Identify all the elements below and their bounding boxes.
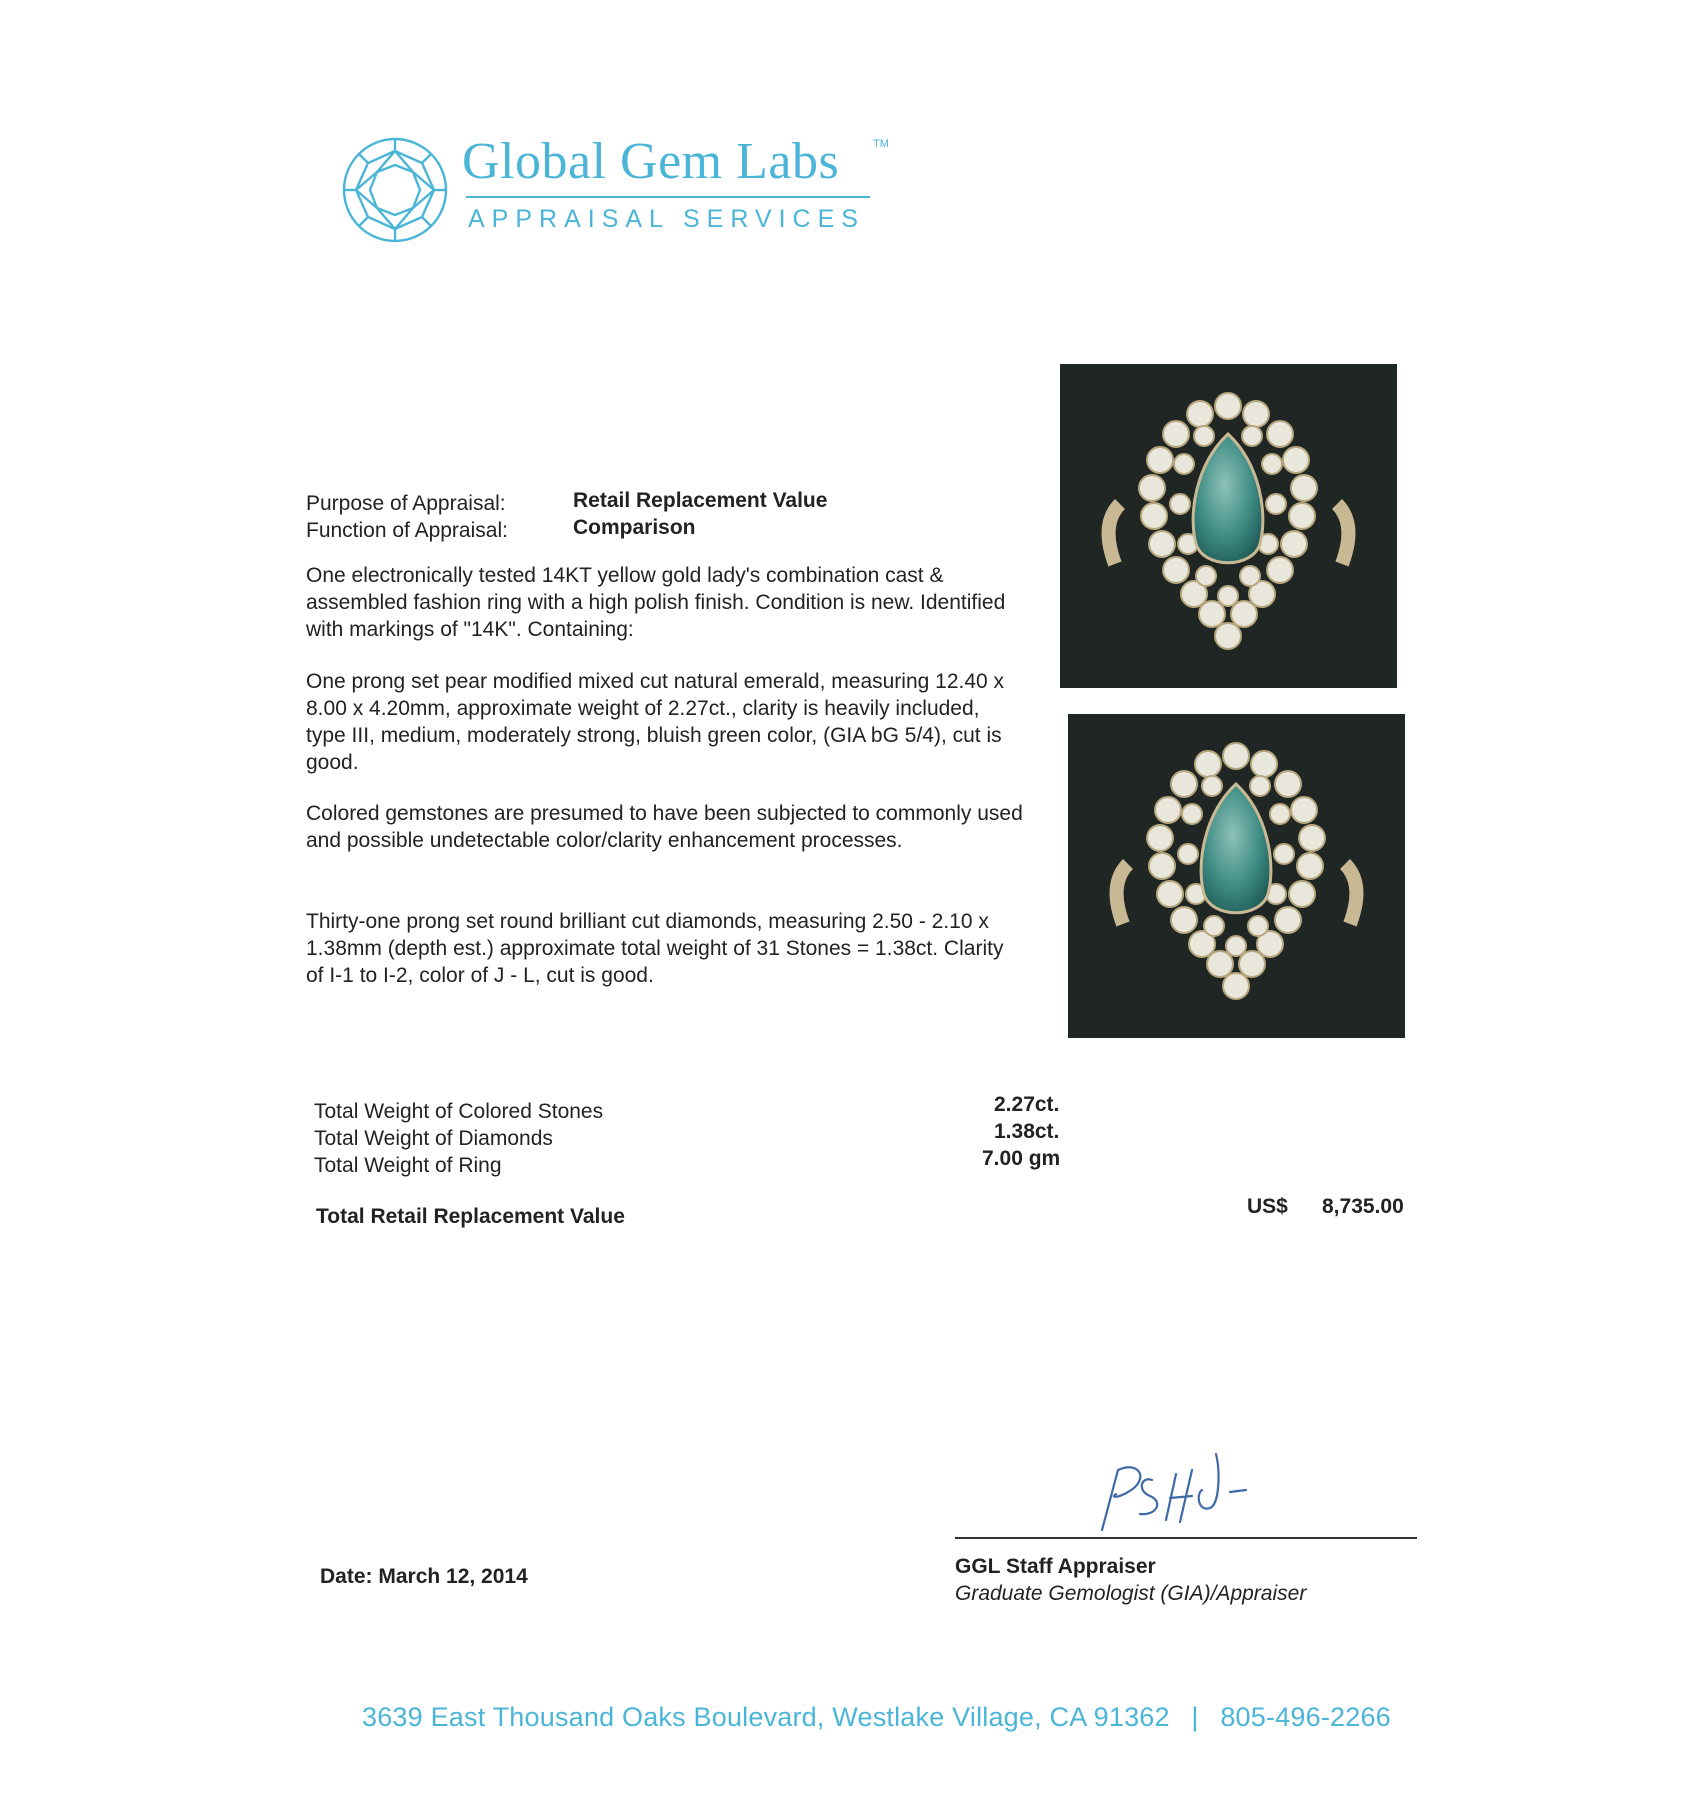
total-ring-label: Total Weight of Ring <box>314 1154 502 1177</box>
footer-separator: | <box>1191 1702 1199 1732</box>
total-diamonds-label: Total Weight of Diamonds <box>314 1127 553 1150</box>
footer-phone: 805-496-2266 <box>1220 1702 1391 1732</box>
footer-contact <box>362 1702 1391 1733</box>
purpose-value: Retail Replacement Value <box>573 489 828 512</box>
ring-photo-bottom <box>1068 714 1405 1038</box>
brand-subtitle: APPRAISAL SERVICES <box>468 205 865 233</box>
total-diamonds-value: 1.38ct. <box>994 1120 1060 1143</box>
retail-amount: 8,735.00 <box>1322 1195 1404 1218</box>
appraiser-signature <box>1080 1450 1260 1540</box>
brand-name: Global Gem Labs <box>462 133 840 190</box>
total-ring-value: 7.00 gm <box>982 1147 1061 1170</box>
footer-address: 3639 East Thousand Oaks Boulevard, Westlake Village, CA 91362 <box>362 1702 1170 1732</box>
brand-divider <box>466 196 870 198</box>
ring-description: One electronically tested 14KT yellow gold lady's combination cast & assembled fashion ring with a high polish finish. Condition is new. Identified with markings of "14K". Containing: <box>306 564 1006 641</box>
total-colored-stones-label: Total Weight of Colored Stones <box>314 1100 604 1123</box>
trademark-mark: TM <box>873 138 889 150</box>
appraiser-credential: Graduate Gemologist (GIA)/Appraiser <box>955 1582 1307 1605</box>
round-brilliant-gem-icon <box>340 135 450 245</box>
diamonds-description: Thirty-one prong set round brilliant cut diamonds, measuring 2.50 - 2.10 x 1.38mm (depth est.) approximate total weight of 31 Stones = 1.38ct. Clarity of I-1 to I-2, color of J - L, cut is good. <box>306 910 1004 987</box>
retail-value-label: Total Retail Replacement Value <box>316 1205 625 1228</box>
enhancement-disclaimer: Colored gemstones are presumed to have been subjected to commonly used and possible undetectable color/clarity enhancement processes. <box>306 802 1023 852</box>
appraisal-date: Date: March 12, 2014 <box>320 1565 528 1588</box>
function-label: Function of Appraisal: <box>306 519 508 542</box>
ring-photo-top <box>1060 364 1397 688</box>
ring-illustration <box>1060 364 1397 688</box>
emerald-description: One prong set pear modified mixed cut natural emerald, measuring 12.40 x 8.00 x 4.20mm, approximate weight of 2.27ct., clarity is heavily included, type III, medium, moderately strong, bluish green color, (GIA bG 5/4), cut is good. <box>306 670 1005 774</box>
total-colored-stones-value: 2.27ct. <box>994 1093 1060 1116</box>
appraiser-title: GGL Staff Appraiser <box>955 1555 1156 1578</box>
function-value: Comparison <box>573 516 696 539</box>
signature-line <box>955 1537 1417 1539</box>
ring-illustration <box>1068 714 1405 1038</box>
retail-currency: US$ <box>1247 1195 1288 1218</box>
purpose-label: Purpose of Appraisal: <box>306 492 506 515</box>
